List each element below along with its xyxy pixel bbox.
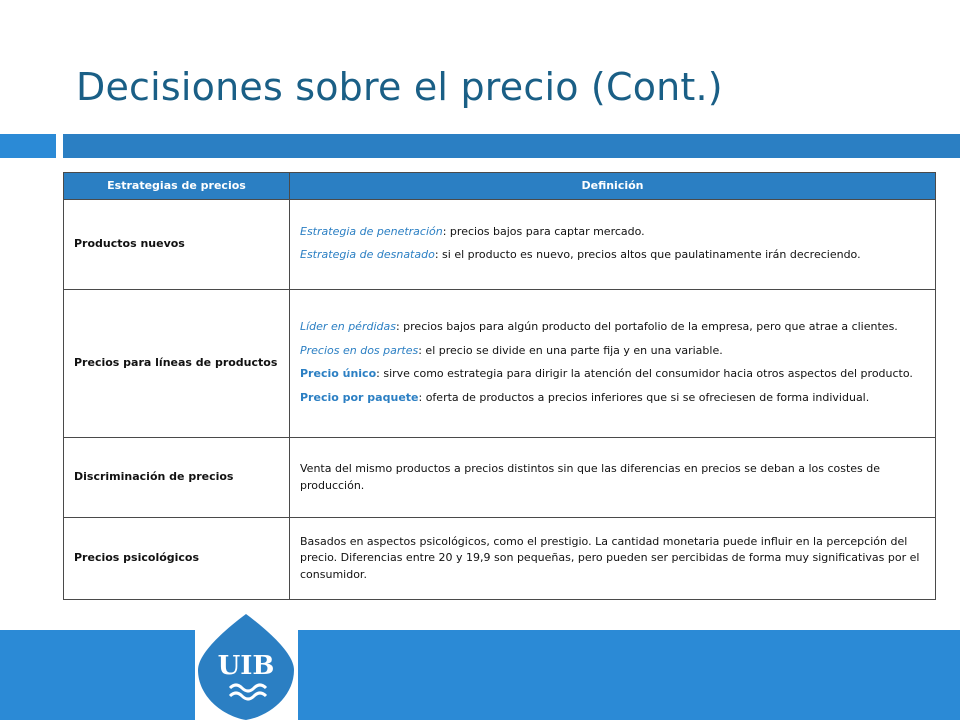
header-strategies: Estrategias de precios (64, 173, 290, 200)
term-label: Precios en dos partes (300, 343, 419, 357)
footer-band-right (298, 630, 960, 720)
term-text: : oferta de productos a precios inferiores que si se ofreciesen de forma individual. (418, 390, 870, 404)
definition-cell (290, 200, 936, 290)
strategy-cell: Precios psicológicos (64, 518, 290, 600)
table-row (64, 290, 936, 438)
term-label: Estrategia de desnatado (300, 248, 435, 261)
definition-item (300, 319, 925, 336)
term-label: Precio único (300, 367, 377, 380)
strategy-cell: Precios para líneas de productos (64, 290, 290, 438)
table-row (64, 200, 936, 290)
definition-item (300, 390, 925, 407)
header-definition: Definición (290, 173, 936, 200)
pricing-strategies-table (63, 172, 936, 600)
definition-item (300, 343, 925, 360)
slide-title: Decisiones sobre el precio (Cont.) (76, 65, 723, 110)
table-header-row (64, 173, 936, 200)
header-band-left (0, 134, 56, 158)
footer-band-left (0, 630, 195, 720)
definition-item (300, 247, 925, 264)
definition-item (300, 366, 925, 383)
header-band-right (63, 134, 960, 158)
definition-cell: Venta del mismo productos a precios distintos sin que las diferencias en precios se deban a los costes de producción. (290, 438, 936, 518)
logo-text: UIB (217, 651, 275, 681)
strategy-cell: Discriminación de precios (64, 438, 290, 518)
term-label: Líder en pérdidas (300, 320, 396, 333)
term-label: Precio por paquete (300, 390, 419, 404)
definition-cell: Basados en aspectos psicológicos, como el prestigio. La cantidad monetaria puede influir en la percepción del precio. Diferencias entre 20 y 19,9 son pequeñas, pero pueden ser percibidas de forma muy significativas por el consumidor. (290, 518, 936, 600)
definition-cell (290, 290, 936, 438)
term-text: : sirve como estrategia para dirigir la atención del consumidor hacia otros aspectos del producto. (376, 367, 913, 380)
uib-logo (190, 608, 302, 720)
term-label: Estrategia de penetración (300, 224, 443, 238)
term-text: : precios bajos para captar mercado. (442, 224, 645, 238)
term-text: : el precio se divide en una parte fija y en una variable. (418, 343, 723, 357)
term-text: : si el producto es nuevo, precios altos que paulatinamente irán decreciendo. (434, 248, 861, 261)
definition-item (300, 224, 925, 241)
strategy-cell: Productos nuevos (64, 200, 290, 290)
table-row (64, 438, 936, 518)
term-text: : precios bajos para algún producto del portafolio de la empresa, pero que atrae a clientes. (395, 320, 898, 333)
table-row (64, 518, 936, 600)
